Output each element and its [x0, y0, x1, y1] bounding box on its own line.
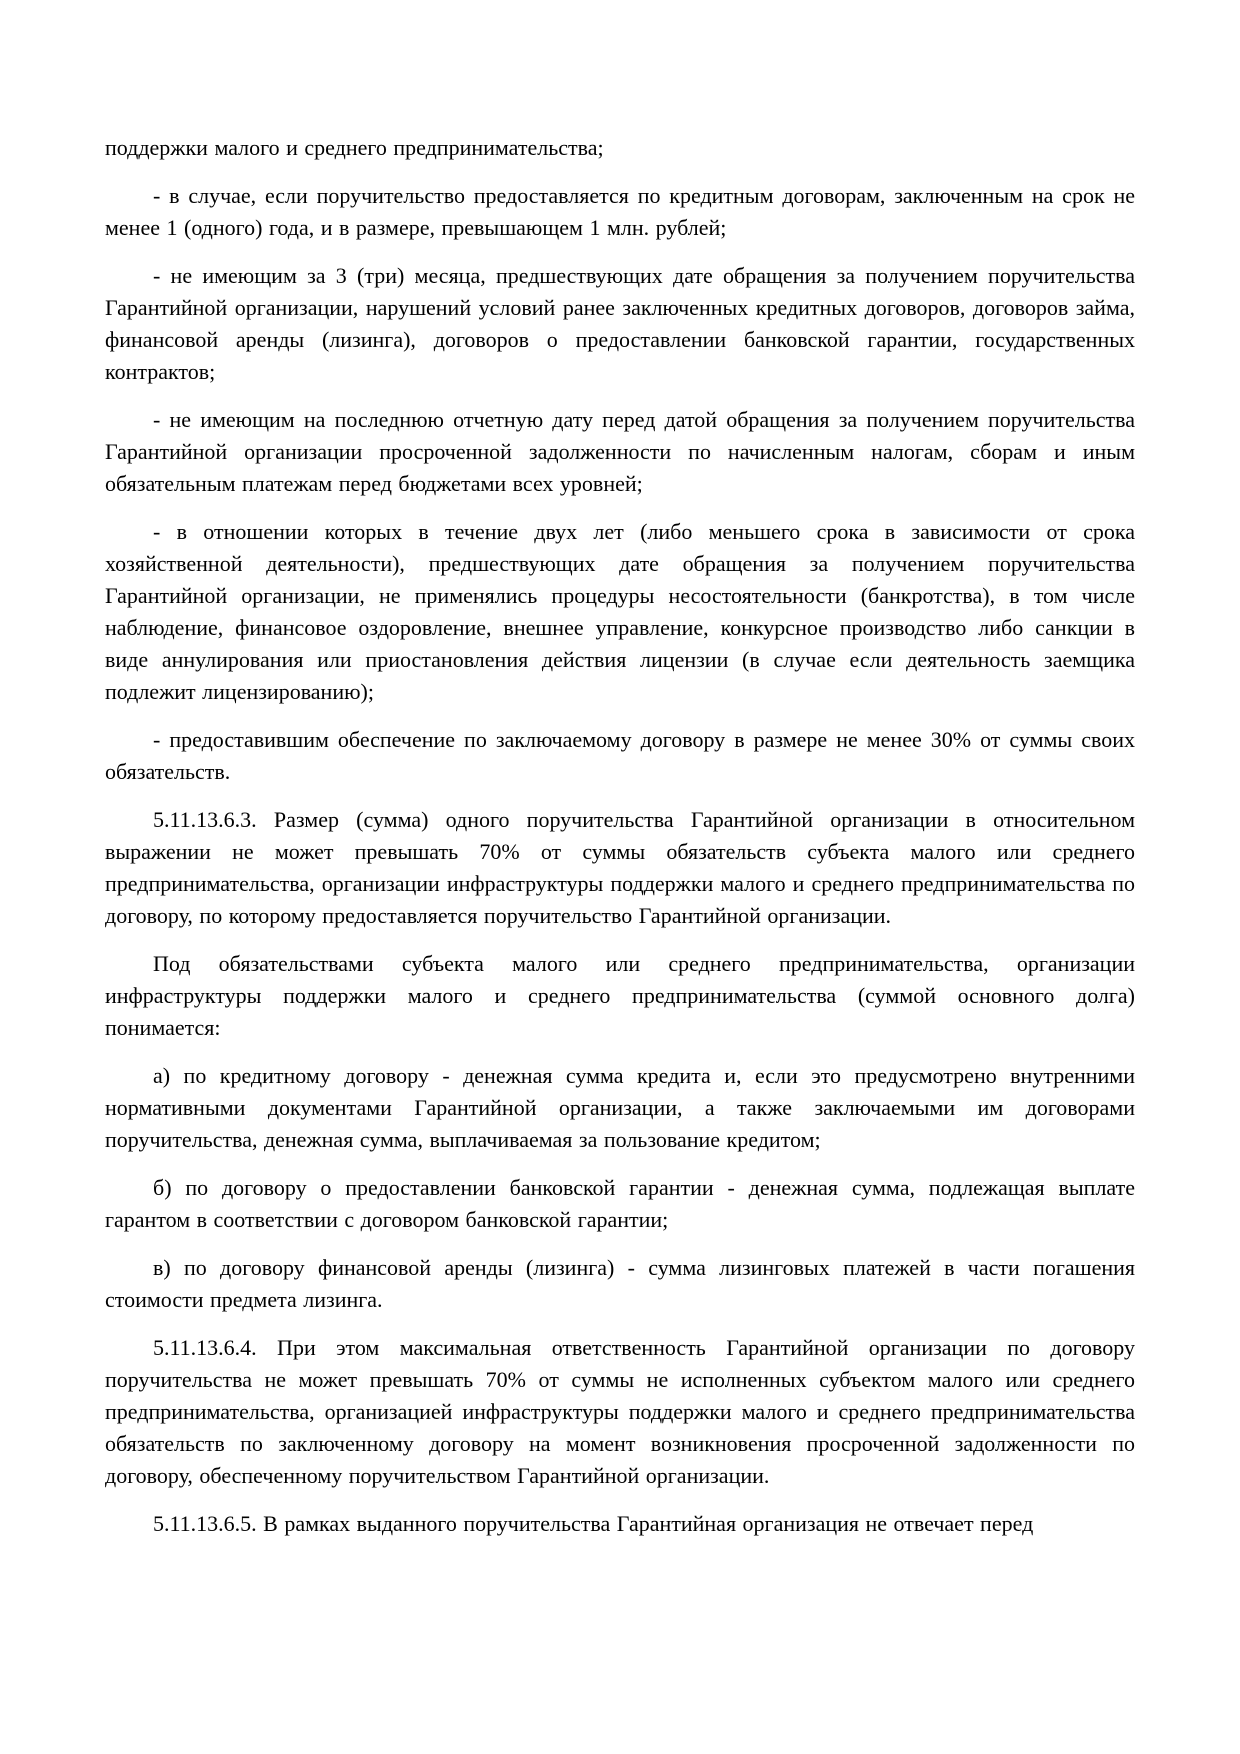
dash-item-credit-term: - в случае, если поручительство предоставляется по кредитным договорам, заключенным на срок не менее 1 (одного) года, и в размере, превышающем 1 млн. рублей; [105, 183, 1135, 240]
dash-item-no-bankruptcy: - в отношении которых в течение двух лет (либо меньшего срока в зависимости от срока хозяйственной деятельности), предшествующих дате обращения за получением поручительства Гарантийной организации, не применялись процедуры несостоятельности (банкротства), в том числе наблюдение, финансовое оздоровление, внешнее управление, конкурсное производство либо санкции в виде аннулирования или приостановления действия лицензии (в случае если деятельность заемщика подлежит лицензированию); [105, 519, 1135, 704]
dash-item-no-violations: - не имеющим за 3 (три) месяца, предшествующих дате обращения за получением поручительства Гарантийной организации, нарушений условий ранее заключенных кредитных договоров, договоров займа, финансовой аренды (лизинга), договоров о предоставлении банковской гарантии, государственных контрактов; [105, 263, 1135, 384]
list-item-a-credit-agreement: а) по кредитному договору - денежная сумма кредита и, если это предусмотрено внутренними нормативными документами Гарантийной организации, а также заключаемыми им договорами поручительства, денежная сумма, выплачиваемая за пользование кредитом; [105, 1063, 1135, 1152]
obligations-definition-intro: Под обязательствами субъекта малого или среднего предпринимательства, организации инфраструктуры поддержки малого и среднего предпринимательства (суммой основного долга) понимается: [105, 951, 1135, 1040]
section-5-11-13-6-5-start: 5.11.13.6.5. В рамках выданного поручительства Гарантийная организация не отвечает перед [153, 1511, 1034, 1536]
list-item-v-leasing: в) по договору финансовой аренды (лизинга) - сумма лизинговых платежей в части погашения стоимости предмета лизинга. [105, 1255, 1135, 1312]
dash-item-collateral-30-percent: - предоставившим обеспечение по заключаемому договору в размере не менее 30% от суммы своих обязательств. [105, 727, 1135, 784]
section-5-11-13-6-4: 5.11.13.6.4. При этом максимальная ответственность Гарантийной организации по договору поручительства не может превышать 70% от суммы не исполненных субъектом малого или среднего предпринимательства, организацией инфраструктуры поддержки малого и среднего предпринимательства обязательств по заключенному договору на момент возникновения просроченной задолженности по договору, обеспеченному поручительством Гарантийной организации. [105, 1335, 1135, 1488]
continuation-paragraph: поддержки малого и среднего предпринимательства; [105, 135, 604, 160]
dash-item-no-overdue-taxes: - не имеющим на последнюю отчетную дату перед датой обращения за получением поручительства Гарантийной организации просроченной задолженности по начисленным налогам, сборам и иным обязательным платежам перед бюджетами всех уровней; [105, 407, 1135, 496]
section-5-11-13-6-3: 5.11.13.6.3. Размер (сумма) одного поручительства Гарантийной организации в относительном выражении не может превышать 70% от суммы обязательств субъекта малого или среднего предпринимательства, организации инфраструктуры поддержки малого и среднего предпринимательства по договору, по которому предоставляется поручительство Гарантийной организации. [105, 807, 1135, 928]
list-item-b-bank-guarantee: б) по договору о предоставлении банковской гарантии - денежная сумма, подлежащая выплате гарантом в соответствии с договором банковской гарантии; [105, 1175, 1135, 1232]
